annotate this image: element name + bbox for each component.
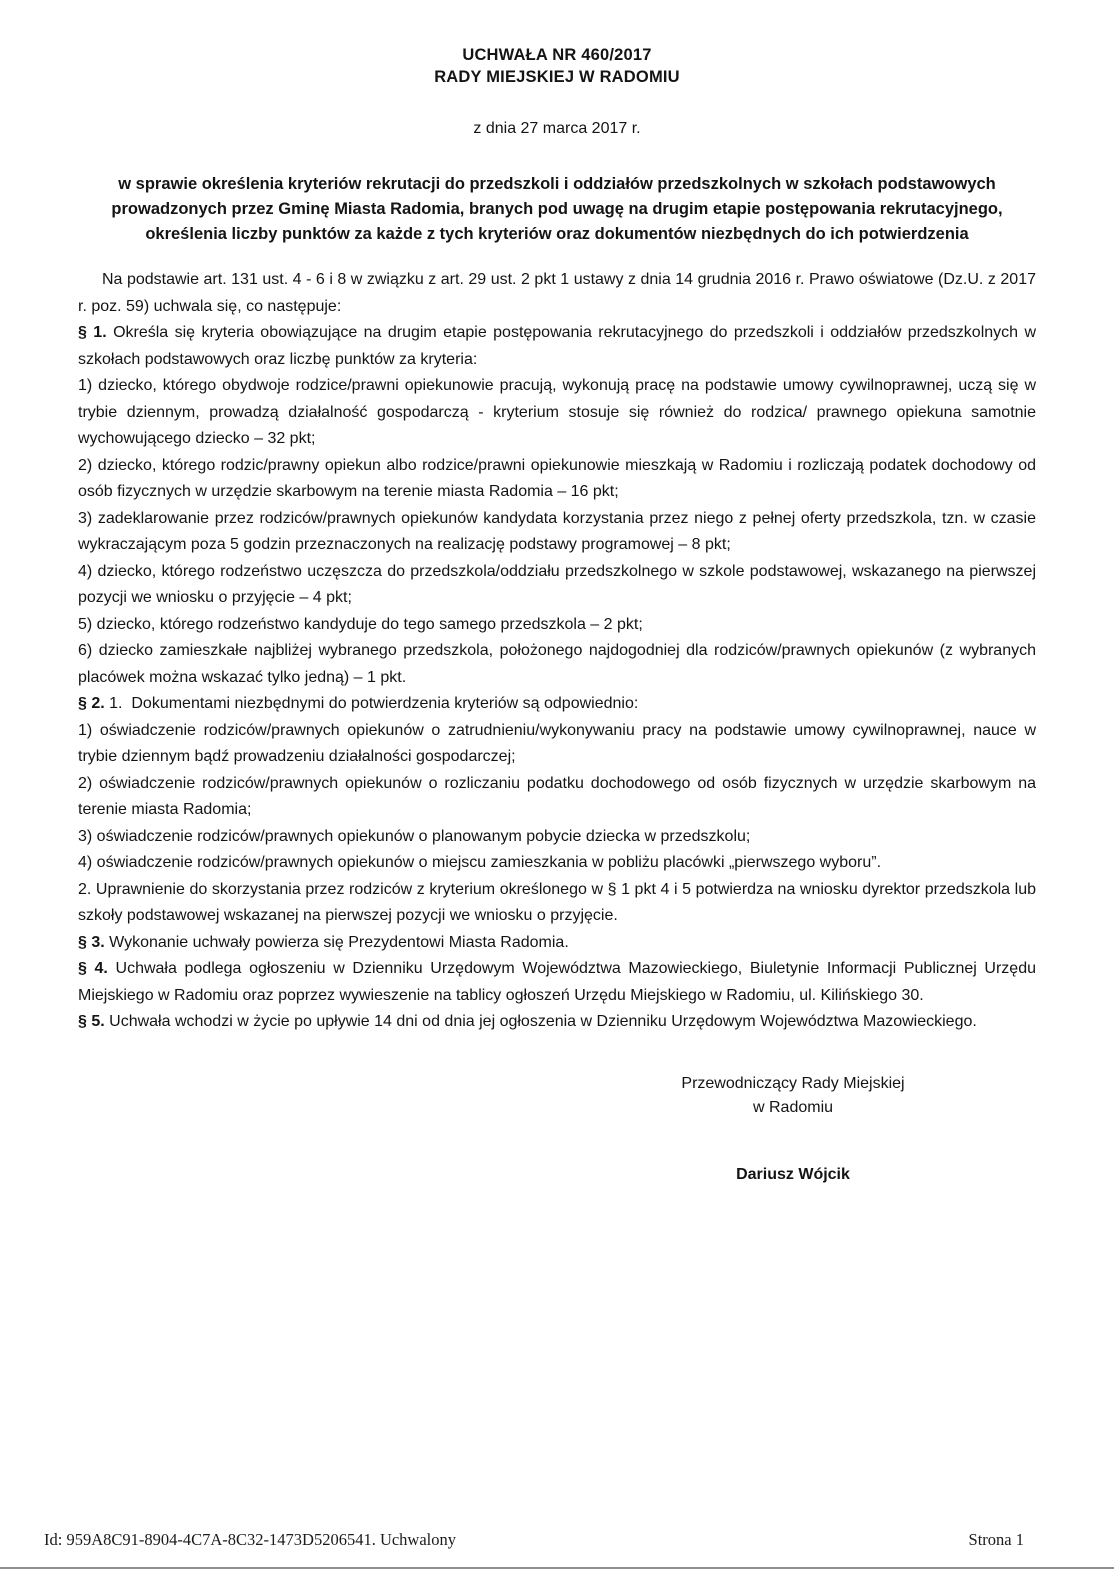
section-1-item-2: 2) dziecko, którego rodzic/prawny opiekun albo rodzice/prawni opiekunowie mieszkają w Radomiu i rozliczają podatek dochodowy od osób fizycznych w urzędzie skarbowym na terenie miasta Radomia – 16 pkt;	[78, 456, 1036, 500]
section-5-marker: § 5.	[78, 1013, 105, 1030]
signature-role-line2: w Radomiu	[752, 1099, 834, 1116]
section-1-marker: § 1.	[78, 324, 107, 341]
section-3-text: Wykonanie uchwały powierza się Prezydentowi Miasta Radomia.	[109, 933, 569, 951]
section-5	[78, 1009, 1036, 1036]
doc-title-line1: UCHWAŁA NR 460/2017	[462, 46, 652, 64]
section-4-text: Uchwała podlega ogłoszeniu w Dzienniku Urzędowym Województwa Mazowieckiego, Biuletynie Informacji Publicznej Urzędu Miejskiego w Radomiu oraz poprzez wywieszenie na tablicy ogłoszeń Urzędu Miejskiego w Radomiu, ul. Kilińskiego 30.	[78, 960, 1037, 1004]
section-1-intro-text: Określa się kryteria obowiązujące na drugim etapie postępowania rekrutacyjnego do przedszkoli i oddziałów przedszkolnych w szkołach podstawowych oraz liczbę punktów za kryteria:	[78, 324, 1037, 368]
section-2-item-1: 1) oświadczenie rodziców/prawnych opiekunów o zatrudnieniu/wykonywaniu pracy na podstawie umowy cywilnoprawnej, nauce w trybie dziennym bądź prowadzeniu działalności gospodarczej;	[78, 721, 1036, 765]
section-2-sub1-text: Dokumentami niezbędnymi do potwierdzenia kryteriów są odpowiednio:	[131, 695, 639, 712]
page-footer	[44, 1530, 1024, 1550]
section-1-item-1: 1) dziecko, którego obydwoje rodzice/prawni opiekunowie pracują, wykonują pracę na podstawie umowy cywilnoprawnej, uczą się w trybie dziennym, prowadzą działalność gospodarczą - kryterium stosuje się również do rodzica/ prawnego opiekuna samotnie wychowującego dziecko – 32 pkt;	[78, 377, 1036, 447]
section-2-sub1-number: 1.	[109, 695, 123, 712]
doc-subject: w sprawie określenia kryteriów rekrutacji do przedszkoli i oddziałów przedszkolnych w szkołach podstawowych prowadzonych przez Gminę Miasta Radomia, branych pod uwagę na drugim etapie postępowania rekrutacyjnego, określenia liczby punktów za każde z tych kryteriów oraz dokumentów niezbędnych do ich potwierdzenia	[111, 175, 1003, 243]
footer-page-number: Strona 1	[968, 1530, 1024, 1549]
doc-title	[78, 44, 1036, 88]
section-4-marker: § 4.	[78, 960, 108, 977]
signature-name: Dariusz Wójcik	[736, 1166, 850, 1183]
section-2-sub2: 2. Uprawnienie do skorzystania przez rodziców z kryterium określonego w § 1 pkt 4 i 5 potwierdza na wniosku dyrektor przedszkola lub szkoły podstawowej wskazanej na pierwszej pozycji we wniosku o przyjęcie.	[78, 880, 1036, 924]
section-1-item-5: 5) dziecko, którego rodzeństwo kandyduje do tego samego przedszkola – 2 pkt;	[78, 615, 643, 633]
footer-document-id: Id: 959A8C91-8904-4C7A-8C32-1473D5206541. Uchwalony	[44, 1530, 457, 1549]
section-1-item-4: 4) dziecko, którego rodzeństwo uczęszcza do przedszkola/oddziału przedszkolnego w szkole podstawowej, wskazanego na pierwszej pozycji we wniosku o przyjęcie – 4 pkt;	[78, 562, 1036, 606]
section-2-item-2: 2) oświadczenie rodziców/prawnych opiekunów o rozliczaniu podatku dochodowego od osób fizycznych w urzędzie skarbowym na terenie miasta Radomia;	[78, 774, 1036, 818]
section-4	[78, 956, 1036, 1009]
signature-block	[578, 1072, 1008, 1187]
section-2-item-4: 4) oświadczenie rodziców/prawnych opiekunów o miejscu zamieszkania w pobliżu placówki „pierwszego wyboru”.	[78, 854, 882, 871]
footer-rule	[0, 1567, 1114, 1569]
signature-role-line1: Przewodniczący Rady Miejskiej	[681, 1075, 905, 1092]
section-1-intro	[78, 320, 1036, 373]
section-5-text: Uchwała wchodzi w życie po upływie 14 dni od dnia jej ogłoszenia w Dzienniku Urzędowym Województwa Mazowieckiego.	[109, 1013, 977, 1030]
section-1-item-6: 6) dziecko zamieszkałe najbliżej wybranego przedszkola, położonego najdogodniej dla rodziców/prawnych opiekunów (z wybranych placówek można wskazać tylko jedną) – 1 pkt.	[78, 642, 1036, 686]
section-2-marker: § 2.	[78, 695, 105, 712]
section-2-intro	[78, 691, 1036, 718]
doc-date: z dnia 27 marca 2017 r.	[473, 120, 641, 137]
section-2-item-3: 3) oświadczenie rodziców/prawnych opiekunów o planowanym pobycie dziecka w przedszkolu;	[78, 827, 751, 845]
section-3	[78, 930, 1036, 957]
section-3-marker: § 3.	[78, 933, 105, 951]
preamble: Na podstawie art. 131 ust. 4 - 6 i 8 w związku z art. 29 ust. 2 pkt 1 ustawy z dnia 14 grudnia 2016 r. Prawo oświatowe (Dz.U. z 2017 r. poz. 59) uchwala się, co następuje:	[78, 271, 1036, 315]
doc-title-line2: RADY MIEJSKIEJ W RADOMIU	[434, 68, 680, 86]
section-1-item-3: 3) zadeklarowanie przez rodziców/prawnych opiekunów kandydata korzystania przez niego z pełnej oferty przedszkola, tzn. w czasie wykraczającym poza 5 godzin przeznaczonych na realizację podstawy programowej – 8 pkt;	[78, 509, 1036, 553]
